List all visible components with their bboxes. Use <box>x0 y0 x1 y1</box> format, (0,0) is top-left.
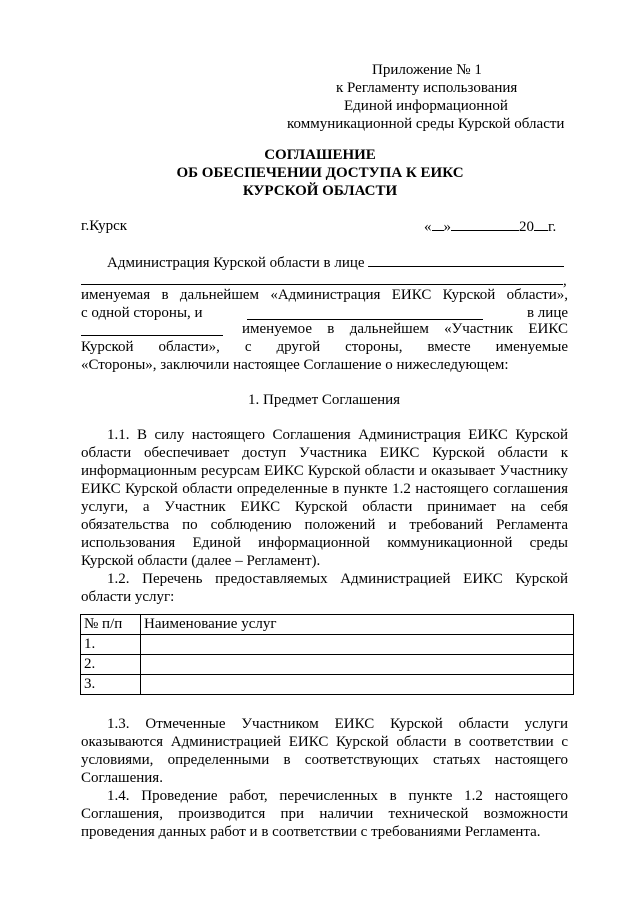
para-1-1-line: Курской области (далее – Регламент). <box>81 553 321 569</box>
table-row <box>81 635 574 655</box>
table-header-row <box>81 615 574 635</box>
para-1-1-line: информационным ресурсам ЕИКС Курской области и оказывает Участнику <box>81 463 568 479</box>
place-label: г.Курск <box>81 218 128 234</box>
para-1-1-line: обязательства по соблюдению положений и требований Регламента <box>81 517 568 533</box>
document-title-line-3: КУРСКОЙ ОБЛАСТИ <box>242 183 398 199</box>
preamble-line-1 <box>107 254 564 272</box>
para-1-2-line: области услуг: <box>81 589 175 605</box>
comma: , <box>563 273 567 289</box>
date-open-quote: « <box>424 219 432 235</box>
year-suffix: г. <box>548 219 557 235</box>
row-number: 2. <box>81 655 141 675</box>
representative-blank-2 <box>81 272 563 285</box>
participant-blank <box>247 307 483 320</box>
para-1-3-line: условиями, определенными в соответствующих статьях настоящего <box>81 752 568 768</box>
para-1-1-line: использования Единой информационной коммуникационной среды <box>81 535 568 551</box>
para-1-1-line: ЕИКС Курской области определенные в пункте 1.2 настоящего соглашения <box>81 481 568 497</box>
table-header-service-name: Наименование услуг <box>141 615 574 635</box>
para-1-4-line: Соглашения, производится при наличии технической возможности <box>81 806 568 822</box>
preamble-line-4 <box>81 305 568 322</box>
date-field <box>424 218 556 236</box>
para-1-3-line: оказываются Администрацией ЕИКС Курской области в соответствии с <box>81 734 568 750</box>
day-blank <box>432 218 444 231</box>
para-1-3-line: 1.3. Отмеченные Участником ЕИКС Курской области услуги <box>107 716 568 732</box>
date-close-quote: » <box>443 219 451 235</box>
document-title: СОГЛАШЕНИЕ <box>264 147 376 163</box>
para-1-2-line: 1.2. Перечень предоставляемых Администрацией ЕИКС Курской <box>107 571 568 587</box>
row-number: 1. <box>81 635 141 655</box>
representative-blank <box>368 254 564 267</box>
service-cell[interactable] <box>141 675 574 695</box>
para-1-4-line: проведения данных работ и в соответствии с требованиями Регламента. <box>81 824 541 840</box>
appendix-line-2: к Регламенту использования <box>336 80 518 96</box>
para-1-1-line: области обеспечивает доступ Участника ЕИКС Курской области к <box>81 445 568 461</box>
document-title-line-2: ОБ ОБЕСПЕЧЕНИИ ДОСТУПА К ЕИКС <box>176 165 464 181</box>
para-1-4-line: 1.4. Проведение работ, перечисленных в пункте 1.2 настоящего <box>107 788 568 804</box>
appendix-line-1: Приложение № 1 <box>372 62 482 78</box>
preamble-text: Администрация Курской области в лице <box>107 255 365 271</box>
service-cell[interactable] <box>141 635 574 655</box>
participant-rep-blank <box>81 323 223 336</box>
service-cell[interactable] <box>141 655 574 675</box>
section-heading: 1. Предмет Соглашения <box>248 392 401 408</box>
preamble-line-5-text: именуемое в дальнейшем «Участник ЕИКС <box>242 321 568 337</box>
year-prefix: 20 <box>519 219 534 235</box>
preamble-line-6: Курской области», с другой стороны, вместе именуемые <box>81 339 568 355</box>
para-1-1-line: 1.1. В силу настоящего Соглашения Администрация ЕИКС Курской <box>107 427 568 443</box>
para-1-3-line: Соглашения. <box>81 770 163 786</box>
services-table <box>80 614 574 695</box>
preamble-text: в лице <box>526 305 568 321</box>
table-header-number: № п/п <box>81 615 141 635</box>
preamble-line-3: именуемая в дальнейшем «Администрация ЕИКС Курской области», <box>81 287 568 303</box>
year-blank <box>534 218 548 231</box>
preamble-text: с одной стороны, и <box>81 305 203 321</box>
appendix-line-4: коммуникационной среды Курской области <box>287 116 565 132</box>
month-blank <box>451 218 519 231</box>
row-number: 3. <box>81 675 141 695</box>
para-1-1-line: услуги, а Участник ЕИКС Курской области принимает на себя <box>81 499 568 515</box>
table-row <box>81 675 574 695</box>
table-row <box>81 655 574 675</box>
preamble-line-7: «Стороны», заключили настоящее Соглашение о нижеследующем: <box>81 357 509 373</box>
appendix-line-3: Единой информационной <box>344 98 508 114</box>
